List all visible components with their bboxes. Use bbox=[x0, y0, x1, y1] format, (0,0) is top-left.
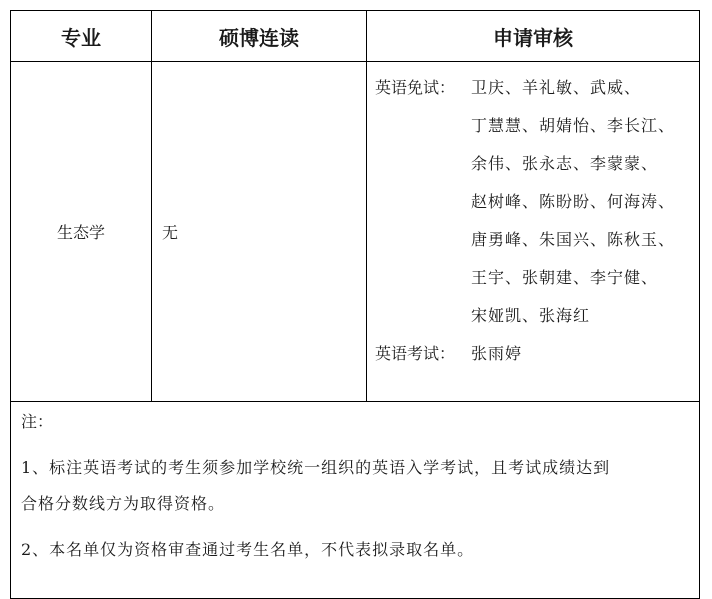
exempt-line: 宋娅凯、张海红 bbox=[471, 306, 591, 325]
exempt-line: 唐勇峰、朱国兴、陈秋玉、 bbox=[471, 230, 676, 249]
notes-row bbox=[11, 402, 700, 599]
exempt-label: 英语免试： bbox=[375, 78, 456, 97]
exempt-line: 赵树峰、陈盼盼、何海涛、 bbox=[471, 192, 676, 211]
exempt-line: 卫庆、羊礼敏、武威、 bbox=[471, 78, 642, 97]
note-item-2: 2、本名单仅为资格审查通过考生名单，不代表拟录取名单。 bbox=[21, 540, 475, 559]
cell-review bbox=[367, 62, 700, 402]
notes-title: 注： bbox=[21, 412, 54, 431]
note-item-1-line-1: 1、标注英语考试的考生须参加学校统一组织的英语入学考试，且考试成绩达到 bbox=[21, 458, 611, 477]
note-item-1 bbox=[21, 450, 689, 522]
cell-shuobo: 无 bbox=[152, 62, 367, 402]
header-shuobo: 硕博连读 bbox=[152, 11, 367, 62]
header-review: 申请审核 bbox=[367, 11, 700, 62]
exam-group bbox=[375, 335, 699, 373]
exam-line: 张雨婷 bbox=[471, 344, 523, 363]
admission-table bbox=[10, 10, 700, 599]
header-major: 专业 bbox=[11, 11, 152, 62]
exam-label: 英语考试： bbox=[375, 344, 456, 363]
exempt-names bbox=[471, 69, 699, 335]
cell-major: 生态学 bbox=[11, 62, 152, 402]
exam-names bbox=[471, 335, 699, 373]
table-row bbox=[11, 62, 700, 402]
notes-cell bbox=[11, 402, 700, 599]
exempt-line: 王宇、张朝建、李宁健、 bbox=[471, 268, 659, 287]
exempt-line: 余伟、张永志、李蒙蒙、 bbox=[471, 154, 659, 173]
note-item-1-line-2: 合格分数线方为取得资格。 bbox=[21, 494, 226, 513]
table-header-row bbox=[11, 11, 700, 62]
exempt-line: 丁慧慧、胡婧怡、李长江、 bbox=[471, 116, 676, 135]
admission-table-sheet bbox=[10, 10, 699, 590]
exempt-group bbox=[375, 69, 699, 335]
